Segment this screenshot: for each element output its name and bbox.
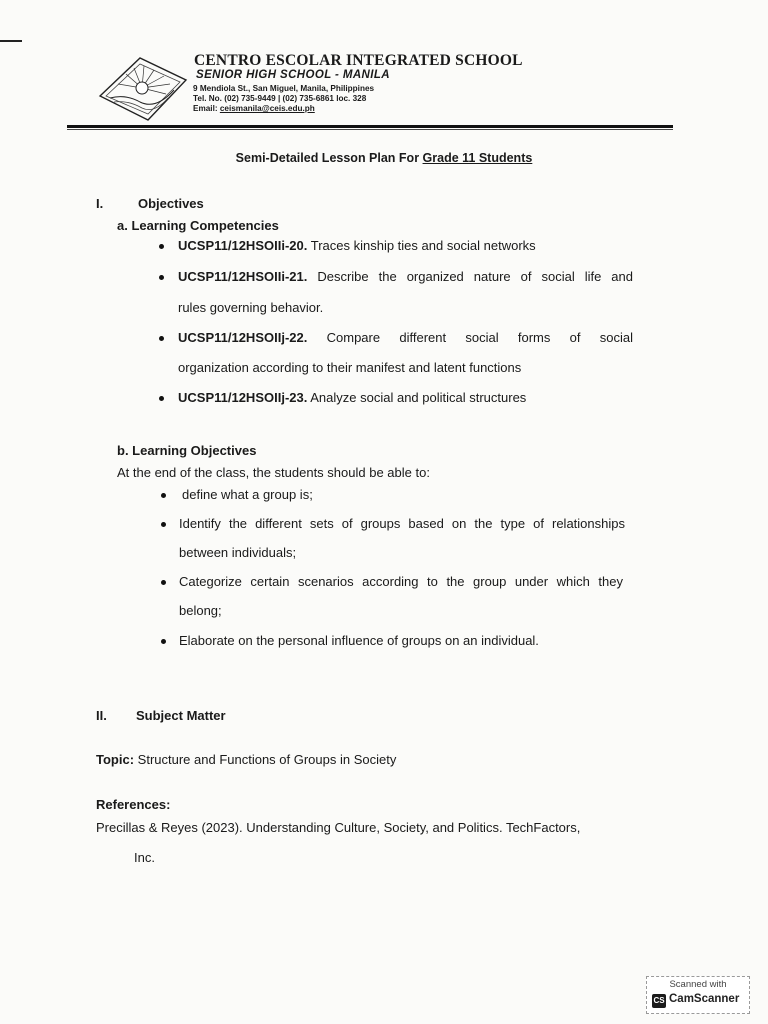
watermark-brand: CamScanner	[669, 993, 740, 1005]
section-1-numeral: I.	[96, 196, 104, 211]
competency-continuation: organization according to their manifest and latent functions	[178, 360, 522, 375]
bullet-icon	[161, 522, 166, 527]
scan-edge-mark	[0, 40, 22, 42]
objective-continuation: between individuals;	[179, 545, 297, 560]
competency-item	[178, 390, 526, 406]
header-rule-thin	[67, 129, 673, 130]
bullet-icon	[159, 244, 164, 249]
bullet-icon	[161, 580, 166, 585]
title-prefix: Semi-Detailed Lesson Plan For	[235, 151, 420, 165]
topic-value: Structure and Functions of Groups in Society	[137, 752, 397, 767]
competency-code: UCSP11/12HSOIIj-23.	[178, 390, 308, 405]
objective-continuation: belong;	[179, 603, 222, 618]
competency-item	[178, 238, 536, 254]
bullet-icon	[161, 493, 166, 498]
header-rule	[67, 125, 673, 128]
document-title	[0, 151, 768, 165]
watermark-caption: Scanned with	[669, 979, 727, 990]
school-telephone: Tel. No. (02) 735-9449 | (02) 735-6861 loc. 328	[193, 94, 367, 103]
school-address: 9 Mendiola St., San Miguel, Manila, Philippines	[193, 84, 375, 93]
school-logo-icon	[96, 54, 188, 124]
topic-label: Topic:	[96, 752, 135, 767]
competency-item	[178, 330, 633, 346]
reference-continuation: Inc.	[134, 850, 155, 865]
competency-text: Analyze social and political structures	[310, 390, 527, 405]
bullet-icon	[159, 275, 164, 280]
learning-objectives-intro: At the end of the class, the students should be able to:	[117, 465, 430, 480]
competency-continuation: rules governing behavior.	[178, 300, 324, 315]
competency-code: UCSP11/12HSOIIi-20.	[178, 238, 308, 253]
camscanner-logo-icon: CS	[652, 994, 666, 1008]
competency-code: UCSP11/12HSOIIj-22.	[178, 330, 308, 345]
school-name: CENTRO ESCOLAR INTEGRATED SCHOOL	[194, 52, 523, 69]
reference-entry: Precillas & Reyes (2023). Understanding Culture, Society, and Politics. TechFactors,	[96, 820, 581, 835]
objective-item: define what a group is;	[182, 487, 313, 502]
learning-objectives-heading: b. Learning Objectives	[117, 443, 257, 458]
objective-item: Elaborate on the personal influence of groups on an individual.	[179, 633, 539, 648]
references-label: References:	[96, 797, 171, 812]
section-2-heading: Subject Matter	[136, 708, 226, 723]
objective-item: Identify the different sets of groups based on the type of relationships	[179, 516, 625, 531]
school-email-line	[193, 104, 315, 114]
objective-item: Categorize certain scenarios according to the group under which they	[179, 574, 623, 589]
competency-item	[178, 269, 633, 285]
bullet-icon	[161, 639, 166, 644]
bullet-icon	[159, 336, 164, 341]
competency-text: Describe the organized nature of social life and	[317, 269, 633, 284]
competency-code: UCSP11/12HSOIIi-21.	[178, 269, 308, 284]
email-link[interactable]: ceismanila@ceis.edu.ph	[219, 104, 315, 113]
topic-line	[96, 752, 396, 768]
competency-text: Traces kinship ties and social networks	[310, 238, 536, 253]
title-audience: Grade 11 Students	[422, 151, 533, 165]
bullet-icon	[159, 396, 164, 401]
competency-text: Compare different social forms of social	[326, 330, 633, 345]
email-label: Email:	[193, 104, 218, 113]
camscanner-watermark	[646, 976, 750, 1014]
school-division: SENIOR HIGH SCHOOL - MANILA	[196, 69, 390, 81]
section-2-numeral: II.	[96, 708, 107, 723]
section-1-heading: Objectives	[138, 196, 204, 211]
learning-competencies-heading: a. Learning Competencies	[117, 218, 279, 233]
